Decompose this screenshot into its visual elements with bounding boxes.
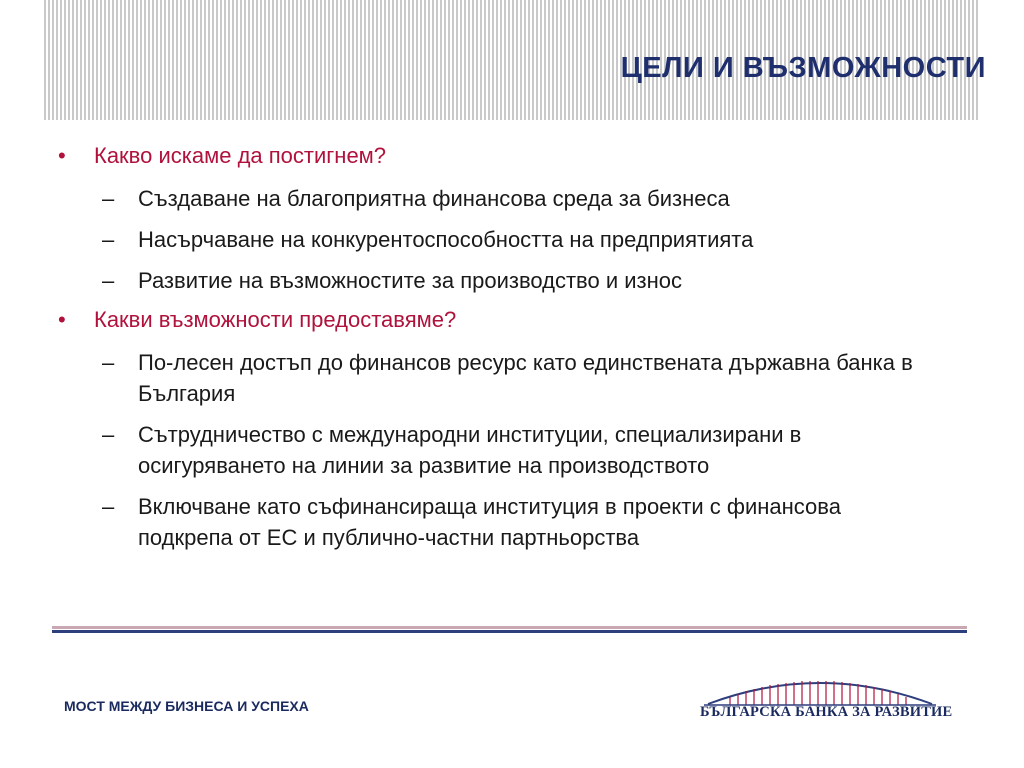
sub-item	[102, 491, 970, 553]
divider-red	[52, 626, 967, 629]
sub-item	[102, 183, 970, 214]
bullet-text: Какво искаме да постигнем?	[94, 143, 387, 168]
dash-mark: –	[102, 494, 115, 519]
sub-item-text: Развитие на възможностите за производство и износ	[138, 268, 683, 293]
sub-item-text: Включване като съфинансираща институция в проекти с финансова подкрепа от ЕС и публично-частни партньорства	[138, 494, 841, 550]
sub-item-text: Сътрудничество с международни институции, специализирани в осигуряването на линии за развитие на производството	[138, 422, 802, 478]
dash-mark: –	[102, 422, 115, 447]
sub-item	[102, 347, 970, 409]
sub-item-text: Насърчаване на конкурентоспособността на предприятията	[138, 227, 754, 252]
sub-item	[102, 224, 970, 255]
bullet-opportunities	[50, 306, 970, 333]
dash-mark: –	[102, 227, 115, 252]
sub-item	[102, 419, 970, 481]
divider-blue	[52, 630, 967, 633]
sub-item	[102, 265, 970, 296]
logo-text: БЪЛГАРСКА БАНКА ЗА РАЗВИТИЕ	[700, 704, 953, 720]
bank-logo	[700, 668, 953, 726]
bullet-text: Какви възможности предоставяме?	[94, 307, 457, 332]
footer-slogan: МОСТ МЕЖДУ БИЗНЕСА И УСПЕХА	[64, 698, 309, 714]
bullet-mark: •	[58, 307, 66, 332]
bullet-mark: •	[58, 143, 66, 168]
dash-mark: –	[102, 350, 115, 375]
dash-mark: –	[102, 186, 115, 211]
slide-content	[50, 142, 970, 563]
bridge-arch-icon	[700, 668, 940, 708]
bullet-goals	[50, 142, 970, 169]
sub-item-text: Създаване на благоприятна финансова среда за бизнеса	[138, 186, 730, 211]
dash-mark: –	[102, 268, 115, 293]
sub-item-text: По-лесен достъп до финансов ресурс като единствената държавна банка в България	[138, 350, 913, 406]
slide-title: ЦЕЛИ И ВЪЗМОЖНОСТИ	[620, 52, 986, 84]
